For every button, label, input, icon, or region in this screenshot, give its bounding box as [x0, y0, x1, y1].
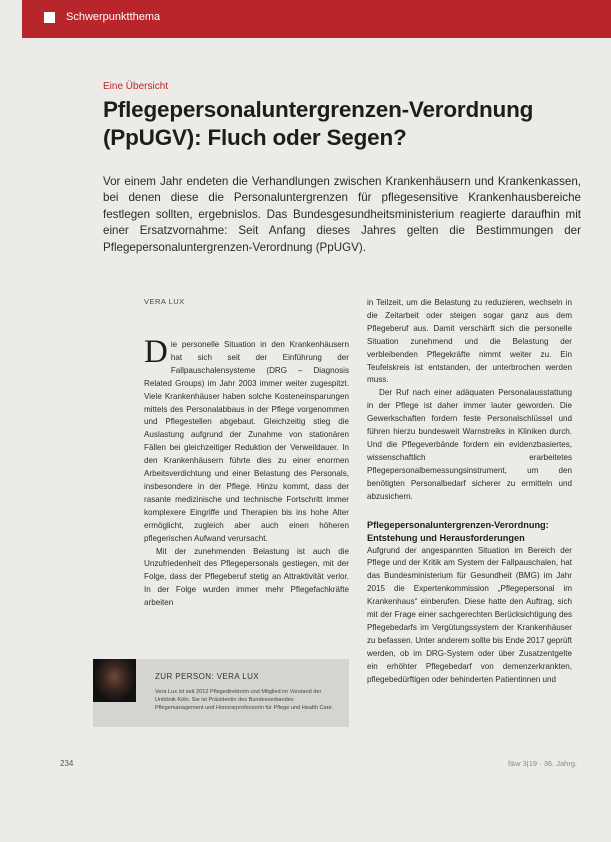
author-photo — [93, 659, 136, 702]
section-square-icon — [44, 12, 55, 23]
section-label: Schwerpunktthema — [66, 11, 161, 23]
article-title: Pflegepersonaluntergrenzen-Verordnung (PpUGV): Fluch oder Segen? — [103, 97, 534, 150]
body-paragraph: Mit der zunehmenden Belastung ist auch die Unzufriedenheit des Pflegepersonals gestiegen, mit der Folge, dass der Pflegeberuf stetig an Attraktivität verlor. In der Folge wurden immer mehr Pflegefachkräfte arbeiten — [144, 546, 349, 608]
body-column-left — [144, 334, 349, 610]
journal-footer: f&w 3|19 · 36. Jahrg. — [508, 759, 578, 768]
body-paragraph: in Teilzeit, um die Belastung zu reduzieren, wechseln in die Zeitarbeit oder steigen sogar ganz aus dem Pflegeberuf aus. Damit verschärft sich die personelle Situation zunehmend und die Belastung der verbleibenden Pflegekräfte nimmt weiter zu. Ein Teufelskreis ist entstanden, der unterbrochen werden muss. — [367, 298, 572, 385]
body-paragraph — [144, 334, 349, 546]
page-number: 234 — [60, 759, 74, 768]
article-lead: Vor einem Jahr endeten die Verhandlungen zwischen Krankenhäusern und Krankenkassen, bei denen diese die Personaluntergrenzen für pflegesensitive Krankenhausbereiche festlegen sollten, ergebnislos. Das Bundesgesundheitsministerium reagierte daraufhin mit einer Ersatzvornahme: Seit Anfang dieses Jahres gelten die Bestimmungen der Pflegepersonaluntergrenzen-Verordnung (PpUGV). — [103, 175, 581, 254]
section-subheading: Pflegepersonaluntergrenzen-Verordnung: Entstehung und Herausforderungen — [367, 519, 549, 543]
section-header-band — [22, 0, 611, 38]
body-text: ie personelle Situation in den Krankenhäusern hat sich seit der Einführung der Fallpauschalensysteme (DRG – Diagnosis Related Groups) im Jahr 2003 immer weiter zugespitzt. Viele Krankenhäuser haben solche Kosteneinsparungen mittels des Personalabbaus in der Pflege vorgenommen und Pflegestellen abgebaut. Gleichzeitig stieg die Auslastung aufgrund der Zunahme von stationären Fällen bei gleichzeitiger Reduktion der Verweildauer. In den Krankenhäusern führte dies zu einer enormen Arbeitsverdichtung und einer Belastung des Personals, insbesondere in der Pflege. Hinzu kommt, dass der rasante medizinische und technische Fortschritt immer komplexere Eingriffe und Therapien bis ins hohe Alter ermöglicht, zugleich aber auch einen höheren pflegerischen Aufwand verursacht. — [144, 340, 349, 543]
body-paragraph: Aufgrund der angespannten Situation im Bereich der Pflege und der Kritik am System der Fallpauschalen, hat das Bundesministerium für Gesundheit (BMG) im Jahr 2015 die Expertenkommission „Pflegepersonal im Krankenhaus“ einberufen. Diese hatte den Auftrag, sich mit der Frage einer sachgerechten Berücksichtigung des Pflegebedarfs im Vergütungssystem der Krankenhäuser zu befassen. Unter anderem sollte bis Ende 2017 geprüft werden, ob im DRG-System oder über Zusatzentgelte ein erhöhter Pflegebedarf von demenzerkrankten, pflegebedürftigen oder behinderten Patientinnen und — [367, 545, 572, 684]
article-author: VERA LUX — [144, 297, 185, 306]
body-paragraph: Der Ruf nach einer adäquaten Personalausstattung in der Pflege ist daher immer lauter geworden. Die Gewerkschaften fordern feste Personalschlüssel und führen hierzu bundesweit Warnstreiks in Kliniken durch. Und die Pflegeverbände fordern ein evidenzbasiertes, wissenschaftlich erarbeitetes Pflegepersonalbemessungsinstrument, um den benötigten Personalbedarf sicherer zu ermitteln und abzusichern. — [367, 388, 572, 501]
author-bio-box — [93, 659, 349, 727]
dropcap: D — [144, 334, 168, 370]
article-kicker: Eine Übersicht — [103, 81, 169, 92]
bio-text: Vera Lux ist seit 2012 Pflegedirektorin und Mitglied im Vorstand der Uniklinik Köln. Sie ist Präsidentin des Bundesverbandes Pflegemanagement und Honorarprofessorin für Pflege und Health Care. — [155, 689, 334, 711]
bio-heading: ZUR PERSON: VERA LUX — [155, 672, 260, 681]
body-column-right — [367, 297, 572, 686]
